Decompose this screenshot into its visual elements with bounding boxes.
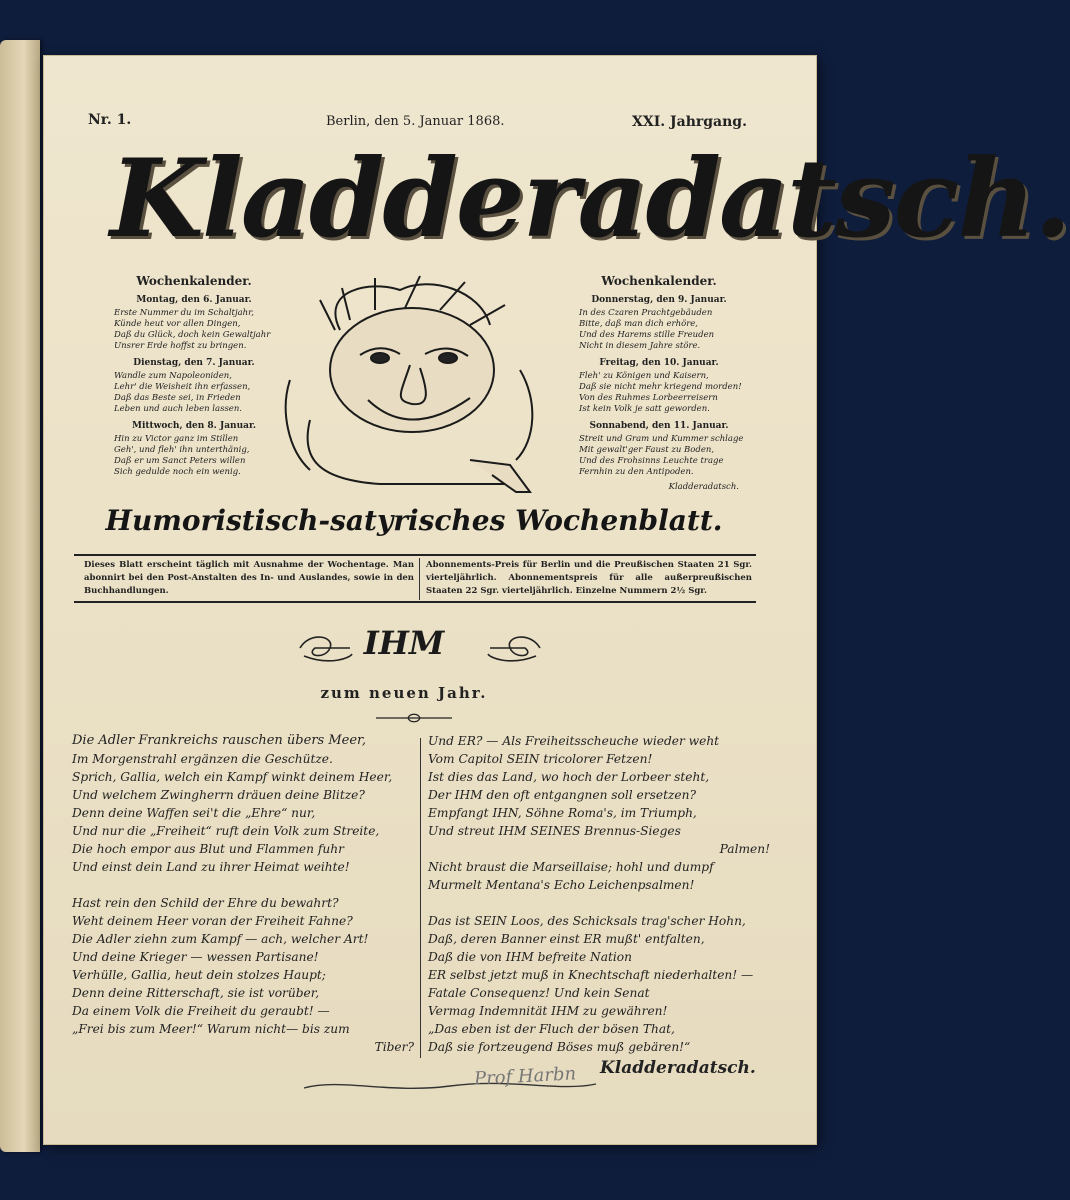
poem-line: Im Morgenstrahl ergänzen die Geschütze. bbox=[72, 752, 333, 766]
notice-left: Dieses Blatt erscheint täglich mit Ausnahme der Wochentage. Man abonnirt bei den Post-Anstalten des In- und Auslandes, sowie in den Buchhandlungen. bbox=[84, 560, 414, 596]
poem-line: Vom Capitol SEIN tricolorer Fetzen! bbox=[428, 752, 653, 766]
poem-line: Nicht braust die Marseillaise; hohl und dumpf bbox=[428, 860, 714, 874]
cal-line: Künde heut vor allen Dingen, bbox=[114, 319, 241, 329]
face-outline bbox=[330, 308, 494, 432]
calendar-left bbox=[114, 276, 274, 478]
cal-line: Fernhin zu den Antipoden. bbox=[579, 467, 694, 477]
cal-line: Ist kein Volk je satt geworden. bbox=[579, 404, 710, 414]
cal-line: Daß du Glück, doch kein Gewaltjahr bbox=[114, 330, 271, 340]
cal-line: Daß sie nicht mehr kriegend morden! bbox=[579, 382, 742, 392]
poem-line: Sprich, Gallia, welch ein Kampf winkt deinem Heer, bbox=[72, 770, 393, 784]
cal-day bbox=[579, 421, 744, 478]
bottom-rule bbox=[74, 601, 756, 603]
poem-line: Und einst dein Land zu ihrer Heimat weihte! bbox=[72, 860, 350, 874]
poem-subtitle: zum neuen Jahr. bbox=[320, 684, 488, 702]
caricature-illustration bbox=[280, 270, 540, 496]
cal-day bbox=[114, 358, 274, 415]
small-ornament bbox=[374, 712, 454, 724]
cal-line: Daß er um Sanct Peters willen bbox=[114, 456, 246, 466]
cal-line: Und des Frohsinns Leuchte trage bbox=[579, 456, 724, 466]
place-date: Berlin, den 5. Januar 1868. bbox=[326, 114, 505, 129]
poem-line: Empfangt IHN, Söhne Roma's, im Triumph, bbox=[428, 806, 697, 820]
cal-line: Erste Nummer du im Schaltjahr, bbox=[114, 308, 254, 318]
cal-day-label: Dienstag, den 7. Januar. bbox=[133, 358, 255, 368]
calendar-title: Wochenkalender. bbox=[601, 274, 717, 288]
cal-day bbox=[114, 421, 274, 478]
cal-line: Mit gewalt'ger Faust zu Boden, bbox=[579, 445, 715, 455]
poem-line: Das ist SEIN Loos, des Schicksals trag'scher Hohn, bbox=[428, 914, 746, 928]
cal-line: Geh', und fleh' ihn unterthänig, bbox=[114, 445, 250, 455]
poem-left-column bbox=[72, 732, 420, 1074]
cal-line: In des Czaren Prachtgebäuden bbox=[579, 308, 713, 318]
cal-line: Streit und Gram und Kummer schlage bbox=[579, 434, 744, 444]
poem-line: „Das eben ist der Fluch der bösen That, bbox=[428, 1022, 675, 1036]
poem-line: Fatale Consequenz! Und kein Senat bbox=[428, 986, 650, 1000]
poem-line: ER selbst jetzt muß in Knechtschaft niederhalten! — bbox=[428, 968, 754, 982]
poem-line: Die hoch empor aus Blut und Flammen fuhr bbox=[72, 842, 344, 856]
poem-line: Hast rein den Schild der Ehre du bewahrt? bbox=[72, 896, 339, 910]
cal-day-label: Mittwoch, den 8. Januar. bbox=[131, 421, 257, 431]
calendar-right bbox=[579, 274, 744, 493]
cal-line: Bitte, daß man dich erhöre, bbox=[579, 319, 698, 329]
poem-line: Die Adler ziehn zum Kampf — ach, welcher Art! bbox=[72, 932, 369, 946]
adjacent-page-edge bbox=[0, 40, 40, 1152]
poem-line: Daß, deren Banner einst ER mußt' entfalten, bbox=[428, 932, 705, 946]
cal-line: Daß das Beste sei, in Frieden bbox=[114, 393, 241, 403]
poem-line: Daß die von IHM befreite Nation bbox=[428, 950, 632, 964]
stanza bbox=[72, 894, 420, 1056]
cal-line: Von des Ruhmes Lorbeerreisern bbox=[579, 393, 718, 403]
cal-day-label: Donnerstag, den 9. Januar. bbox=[591, 295, 727, 305]
volume: XXI. Jahrgang. bbox=[632, 114, 747, 130]
poem-line: Weht deinem Heer voran der Freiheit Fahne? bbox=[72, 914, 353, 928]
cal-line: Lehr' die Weisheit ihn erfassen, bbox=[114, 382, 251, 392]
notice-divider bbox=[419, 558, 420, 600]
poem-line: Tiber? bbox=[374, 1040, 414, 1054]
stanza bbox=[428, 858, 776, 894]
poem-line: Der IHM den oft entgangnen soll ersetzen? bbox=[428, 788, 696, 802]
cal-line: Sich gedulde noch ein wenig. bbox=[114, 467, 241, 477]
poem-line: Und nur die „Freiheit“ ruft dein Volk zum Streite, bbox=[72, 824, 380, 838]
poem-line: Denn deine Waffen sei't die „Ehre“ nur, bbox=[72, 806, 316, 820]
cal-day bbox=[579, 358, 742, 415]
subtitle-banner: Humoristisch-satyrisches Wochenblatt. bbox=[105, 504, 723, 537]
masthead-title: Kladderadatsch. bbox=[110, 136, 1070, 262]
stanza bbox=[72, 732, 420, 876]
top-rule bbox=[74, 554, 756, 556]
cal-line: Und des Harems stille Freuden bbox=[579, 330, 715, 340]
poem-line: Vermag Indemnität IHM zu gewähren! bbox=[428, 1004, 668, 1018]
poem-right-column bbox=[428, 732, 776, 1074]
cal-line: Nicht in diesem Jahre störe. bbox=[579, 341, 701, 351]
notice-right: Abonnements-Preis für Berlin und die Preußischen Staaten 21 Sgr. vierteljährlich. Abonnementspreis für alle außerpreußischen Staaten 22 Sgr. vierteljährlich. Einzelne Nummern 2½ Sgr. bbox=[426, 560, 752, 596]
poem-line: Und welchem Zwingherrn dräuen deine Blitze? bbox=[72, 788, 365, 802]
poem-line: Denn deine Ritterschaft, sie ist vorüber, bbox=[72, 986, 320, 1000]
poem-line: „Frei bis zum Meer!“ Warum nicht— bis zum bbox=[72, 1022, 350, 1036]
poem-signature: Kladderadatsch. bbox=[600, 1058, 756, 1078]
cal-day-label: Freitag, den 10. Januar. bbox=[599, 358, 719, 368]
poem-line: Und deine Krieger — wessen Partisane! bbox=[72, 950, 319, 964]
poem-line: Verhülle, Gallia, heut dein stolzes Haupt; bbox=[72, 968, 326, 982]
poem-line: Ist dies das Land, wo hoch der Lorbeer steht, bbox=[428, 770, 710, 784]
cal-day bbox=[114, 295, 274, 352]
poem-title: IHM bbox=[363, 624, 445, 662]
cal-line: Wandle zum Napoleoniden, bbox=[114, 371, 232, 381]
calendar-title: Wochenkalender. bbox=[136, 274, 252, 288]
pointing-hand bbox=[470, 460, 530, 492]
poem-line: Daß sie fortzeugend Böses muß gebären!“ bbox=[428, 1040, 691, 1054]
stanza bbox=[428, 912, 776, 1056]
handwritten-annotation: Prof Harbn bbox=[473, 1063, 577, 1090]
poem-line: Und ER? — Als Freiheitsscheuche wieder weht bbox=[428, 734, 720, 748]
cal-day bbox=[579, 295, 739, 352]
cal-line: Leben und auch leben lassen. bbox=[114, 404, 243, 414]
issue-number: Nr. 1. bbox=[88, 112, 132, 128]
poem-line: Und streut IHM SEINES Brennus-Sieges bbox=[428, 824, 681, 838]
cal-line: Unsrer Erde hoffst zu bringen. bbox=[114, 341, 247, 351]
cal-day-label: Sonnabend, den 11. Januar. bbox=[589, 421, 729, 431]
cal-line: Fleh' zu Königen und Kaisern, bbox=[579, 371, 709, 381]
column-divider bbox=[420, 738, 421, 1058]
poem-line: Murmelt Mentana's Echo Leichenpsalmen! bbox=[428, 878, 695, 892]
cal-line: Hin zu Victor ganz im Stillen bbox=[114, 434, 239, 444]
poem-line: Palmen! bbox=[719, 842, 770, 856]
stanza bbox=[428, 732, 776, 858]
calendar-sign: Kladderadatsch. bbox=[668, 482, 739, 492]
cal-day-label: Montag, den 6. Januar. bbox=[136, 295, 252, 305]
newspaper-page bbox=[44, 56, 1070, 1144]
poem-line: Die Adler Frankreichs rauschen übers Meer, bbox=[72, 733, 366, 748]
poem-line: Da einem Volk die Freiheit du geraubt! — bbox=[72, 1004, 330, 1018]
